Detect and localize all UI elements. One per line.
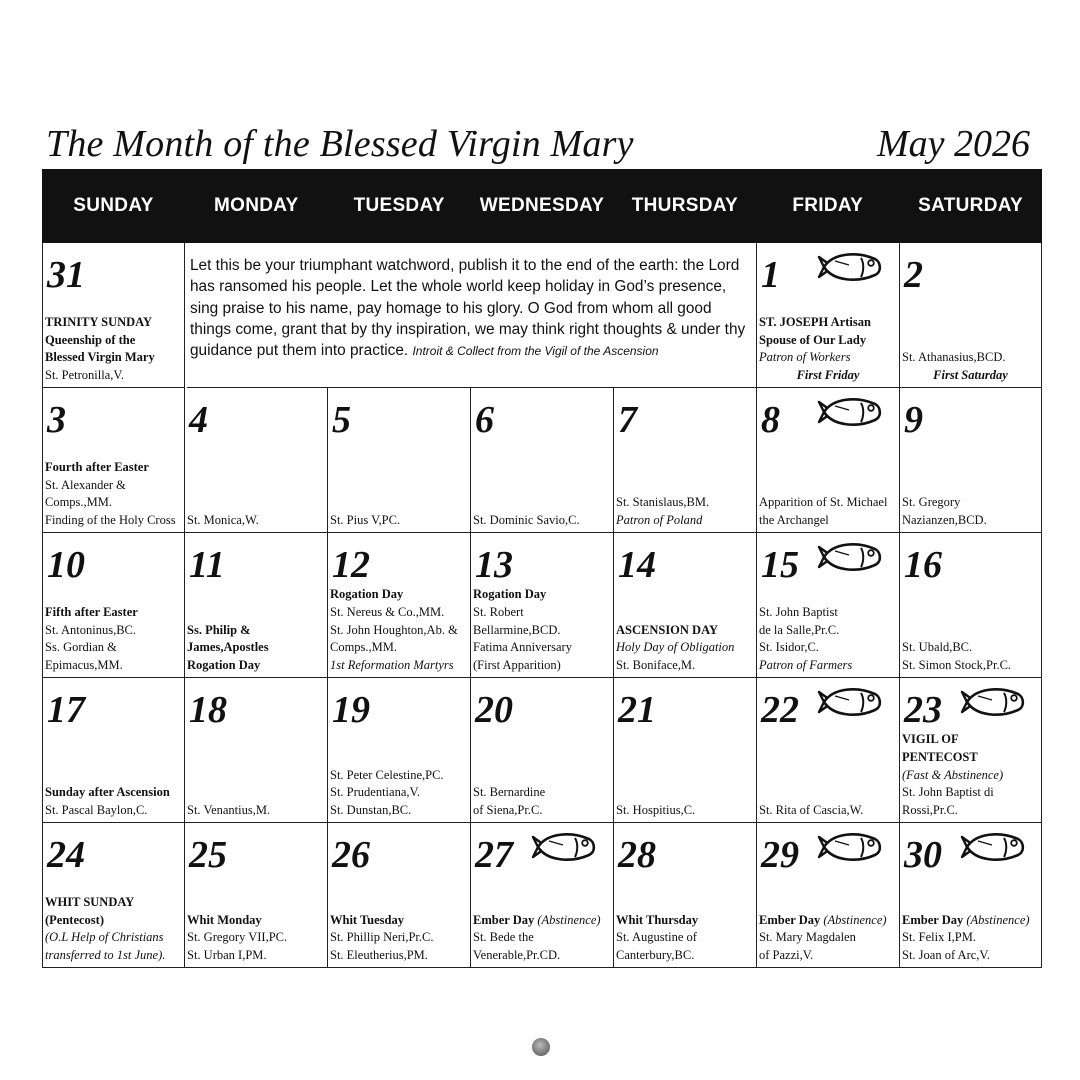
day-entry: WHIT SUNDAY bbox=[45, 894, 135, 909]
day-entry: the Archangel bbox=[759, 513, 829, 528]
weekday-friday: FRIDAY bbox=[792, 195, 864, 216]
day-entries bbox=[330, 912, 468, 965]
day-cell-11 bbox=[185, 533, 328, 678]
fish-icon bbox=[960, 684, 1026, 720]
day-entry: Comps.,MM. bbox=[330, 640, 398, 655]
day-cell-2 bbox=[900, 243, 1042, 388]
day-entry: St. Felix I,PM. bbox=[902, 930, 976, 945]
day-cell-10 bbox=[42, 533, 185, 678]
day-entry: St. Hospitius,C. bbox=[616, 803, 696, 818]
day-entry: St. John Houghton,Ab. & bbox=[330, 622, 458, 637]
day-cell-12 bbox=[328, 533, 471, 678]
day-cell-17 bbox=[42, 678, 185, 823]
day-number: 5 bbox=[332, 399, 351, 441]
day-entries bbox=[45, 459, 182, 530]
day-entries bbox=[473, 784, 611, 820]
day-entry: de la Salle,Pr.C. bbox=[759, 622, 840, 637]
day-entries bbox=[45, 894, 182, 965]
day-entry: Apparition of St. Michael bbox=[759, 495, 888, 510]
month-label: May 2026 bbox=[876, 123, 1030, 165]
day-entry: Finding of the Holy Cross bbox=[45, 513, 176, 528]
day-entry: James,Apostles bbox=[187, 640, 269, 655]
day-entry: 1st Reformation Martyrs bbox=[330, 658, 454, 673]
day-entry: Fatima Anniversary bbox=[473, 640, 572, 655]
day-entry: Blessed Virgin Mary bbox=[45, 350, 155, 365]
weekday-sunday: SUNDAY bbox=[73, 195, 154, 216]
day-number: 17 bbox=[47, 689, 85, 731]
day-entry: St. Pius V,PC. bbox=[330, 513, 401, 528]
day-entry: Rogation Day bbox=[330, 587, 404, 602]
day-entries bbox=[330, 512, 468, 530]
day-number: 2 bbox=[904, 254, 923, 296]
day-entry: Sunday after Ascension bbox=[45, 785, 170, 800]
day-cell-3 bbox=[42, 388, 185, 533]
day-entries bbox=[616, 912, 754, 965]
day-entries bbox=[616, 494, 754, 530]
day-entry: (First Apparition) bbox=[473, 658, 561, 673]
day-entry: First Saturday bbox=[933, 368, 1008, 383]
day-number: 25 bbox=[189, 834, 227, 876]
day-entry: of Pazzi,V. bbox=[759, 948, 814, 963]
weekday-monday: MONDAY bbox=[214, 195, 299, 216]
day-entry: St. Pascal Baylon,C. bbox=[45, 803, 148, 818]
day-entry: St. Isidor,C. bbox=[759, 640, 819, 655]
day-number: 18 bbox=[189, 689, 227, 731]
day-cell-19 bbox=[328, 678, 471, 823]
day-entry: Ember Day (Abstinence) bbox=[473, 912, 601, 927]
day-cell-8 bbox=[757, 388, 900, 533]
day-cell-24 bbox=[42, 823, 185, 968]
day-entry: St. Venantius,M. bbox=[187, 803, 271, 818]
day-cell-1 bbox=[757, 243, 900, 388]
day-entry: Ss. Philip & bbox=[187, 622, 251, 637]
day-entries bbox=[616, 622, 754, 675]
day-number: 4 bbox=[189, 399, 208, 441]
day-entries bbox=[902, 349, 1039, 385]
weekday-thursday: THURSDAY bbox=[631, 195, 738, 216]
day-number: 22 bbox=[761, 689, 799, 731]
day-entry: St. Joan of Arc,V. bbox=[902, 948, 990, 963]
day-number: 6 bbox=[475, 399, 494, 441]
calendar-title: The Month of the Blessed Virgin Mary bbox=[46, 123, 634, 165]
day-number: 30 bbox=[904, 834, 942, 876]
day-number: 29 bbox=[761, 834, 799, 876]
day-number: 9 bbox=[904, 399, 923, 441]
day-entry: Patron of Workers bbox=[759, 350, 851, 365]
day-cell-7 bbox=[614, 388, 757, 533]
day-entry: Comps.,MM. bbox=[45, 495, 113, 510]
day-number: 27 bbox=[475, 834, 513, 876]
day-cell-22 bbox=[757, 678, 900, 823]
day-entry: (O.L Help of Christians bbox=[45, 930, 164, 945]
day-cell-30 bbox=[900, 823, 1042, 968]
day-entries bbox=[759, 912, 897, 965]
day-cell-29 bbox=[757, 823, 900, 968]
day-entry: Canterbury,BC. bbox=[616, 948, 695, 963]
day-entries bbox=[759, 802, 897, 820]
day-number: 11 bbox=[189, 544, 225, 586]
day-number: 28 bbox=[618, 834, 656, 876]
day-cell-18 bbox=[185, 678, 328, 823]
day-number: 21 bbox=[618, 689, 656, 731]
day-entry: Fifth after Easter bbox=[45, 604, 138, 619]
day-entry: Nazianzen,BCD. bbox=[902, 513, 987, 528]
day-entry: St. Robert bbox=[473, 604, 524, 619]
day-entries bbox=[902, 731, 1039, 820]
day-entries bbox=[902, 639, 1039, 675]
day-entries bbox=[330, 767, 468, 820]
day-entries bbox=[473, 586, 611, 675]
day-cell-26 bbox=[328, 823, 471, 968]
day-entries bbox=[759, 604, 897, 675]
day-cell-15 bbox=[757, 533, 900, 678]
day-cell-21 bbox=[614, 678, 757, 823]
day-entry: Fourth after Easter bbox=[45, 459, 149, 474]
scripture-quote bbox=[187, 243, 757, 388]
day-cell-4 bbox=[185, 388, 328, 533]
day-number: 1 bbox=[761, 254, 780, 296]
fish-icon bbox=[817, 539, 883, 575]
day-entry: Queenship of the bbox=[45, 332, 136, 347]
day-entry: Whit Monday bbox=[187, 912, 262, 927]
day-entry: Rogation Day bbox=[473, 587, 547, 602]
quote-source: Introit & Collect from the Vigil of the Ascension bbox=[412, 344, 659, 359]
calendar-grid bbox=[42, 169, 1042, 973]
day-entries bbox=[902, 912, 1039, 965]
day-cell-6 bbox=[471, 388, 614, 533]
day-entry: VIGIL OF bbox=[902, 732, 959, 747]
day-entry: (Fast & Abstinence) bbox=[902, 767, 1004, 782]
day-entry: St. Antoninus,BC. bbox=[45, 622, 136, 637]
day-entries bbox=[473, 512, 611, 530]
day-entry: First Friday bbox=[796, 368, 860, 383]
day-entries bbox=[45, 314, 182, 385]
day-entry: St. Eleutherius,PM. bbox=[330, 948, 428, 963]
day-entry: St. Phillip Neri,Pr.C. bbox=[330, 930, 434, 945]
day-entries bbox=[473, 912, 611, 965]
fish-icon bbox=[817, 394, 883, 430]
weekday-header bbox=[42, 169, 1042, 243]
day-entry: St. Dunstan,BC. bbox=[330, 803, 412, 818]
day-entry: St. Stanislaus,BM. bbox=[616, 495, 710, 510]
day-cell-27 bbox=[471, 823, 614, 968]
day-entry: St. Bede the bbox=[473, 930, 534, 945]
day-entries bbox=[759, 314, 897, 385]
day-entry: St. Rita of Cascia,W. bbox=[759, 803, 864, 818]
day-cell-28 bbox=[614, 823, 757, 968]
day-entry: ASCENSION DAY bbox=[616, 622, 718, 637]
day-entries bbox=[759, 494, 897, 530]
day-entries bbox=[330, 586, 468, 675]
day-entries bbox=[616, 802, 754, 820]
day-cell-31 bbox=[42, 243, 185, 388]
day-entry: of Siena,Pr.C. bbox=[473, 803, 543, 818]
day-entry: Whit Thursday bbox=[616, 912, 699, 927]
day-entry: St. John Baptist bbox=[759, 604, 838, 619]
day-number: 24 bbox=[47, 834, 85, 876]
fish-icon bbox=[960, 829, 1026, 865]
day-number: 23 bbox=[904, 689, 942, 731]
day-cell-23 bbox=[900, 678, 1042, 823]
day-entry: Ember Day (Abstinence) bbox=[902, 912, 1030, 927]
day-entry: Holy Day of Obligation bbox=[616, 640, 735, 655]
day-entries bbox=[187, 622, 325, 675]
day-entries bbox=[187, 912, 325, 965]
fish-icon bbox=[817, 684, 883, 720]
day-entry: St. Bernardine bbox=[473, 785, 546, 800]
day-entry: Spouse of Our Lady bbox=[759, 332, 867, 347]
day-entries bbox=[187, 512, 325, 530]
day-entries bbox=[45, 604, 182, 675]
day-entry: St. John Baptist di bbox=[902, 785, 994, 800]
day-cell-20 bbox=[471, 678, 614, 823]
day-cell-5 bbox=[328, 388, 471, 533]
day-entry: Venerable,Pr.CD. bbox=[473, 948, 561, 963]
weekday-tuesday: TUESDAY bbox=[353, 195, 445, 216]
day-entries bbox=[45, 784, 182, 820]
day-entry: ST. JOSEPH Artisan bbox=[759, 314, 871, 329]
day-entries bbox=[902, 494, 1039, 530]
quote-text: Let this be your triumphant watchword, publish it to the end of the earth: the Lord has ransomed his people. Let the whole world keep holiday in God’s presence, sing praise to his name, pay homage to his glory. O God from whom all good things come, grant that by thy inspiration, we may think right thoughts & under thy guidance put them into practice. bbox=[190, 257, 746, 360]
day-number: 16 bbox=[904, 544, 942, 586]
day-entry: St. Simon Stock,Pr.C. bbox=[902, 658, 1012, 673]
day-entry: St. Urban I,PM. bbox=[187, 948, 267, 963]
weekday-wednesday: WEDNESDAY bbox=[479, 195, 605, 216]
day-entry: Patron of Farmers bbox=[759, 658, 853, 673]
day-entry: St. Prudentiana,V. bbox=[330, 785, 421, 800]
day-number: 14 bbox=[618, 544, 656, 586]
day-number: 26 bbox=[332, 834, 370, 876]
day-entry: St. Boniface,M. bbox=[616, 658, 696, 673]
day-entry: St. Peter Celestine,PC. bbox=[330, 767, 444, 782]
day-number: 8 bbox=[761, 399, 780, 441]
day-entry: St. Nereus & Co.,MM. bbox=[330, 604, 445, 619]
fish-icon bbox=[531, 829, 597, 865]
day-entry: PENTECOST bbox=[902, 749, 978, 764]
day-cell-13 bbox=[471, 533, 614, 678]
day-entry: TRINITY SUNDAY bbox=[45, 314, 153, 329]
day-number: 7 bbox=[618, 399, 637, 441]
day-number: 12 bbox=[332, 544, 370, 586]
day-entry: St. Mary Magdalen bbox=[759, 930, 856, 945]
day-entry: St. Ubald,BC. bbox=[902, 640, 973, 655]
day-number: 15 bbox=[761, 544, 799, 586]
day-entries bbox=[187, 802, 325, 820]
day-entry: St. Monica,W. bbox=[187, 513, 259, 528]
hanging-hole bbox=[532, 1038, 550, 1056]
day-entry: Ember Day (Abstinence) bbox=[759, 912, 887, 927]
fish-icon bbox=[817, 249, 883, 285]
day-entry: St. Alexander & bbox=[45, 477, 126, 492]
day-cell-14 bbox=[614, 533, 757, 678]
day-entry: St. Augustine of bbox=[616, 930, 697, 945]
day-number: 31 bbox=[47, 254, 85, 296]
day-cell-9 bbox=[900, 388, 1042, 533]
day-entry: St. Gregory VII,PC. bbox=[187, 930, 288, 945]
day-entry: Rossi,Pr.C. bbox=[902, 803, 958, 818]
day-entry: transferred to 1st June). bbox=[45, 948, 166, 963]
day-entry: (Pentecost) bbox=[45, 912, 104, 927]
day-entry: Rogation Day bbox=[187, 658, 261, 673]
day-cell-25 bbox=[185, 823, 328, 968]
day-entry: Whit Tuesday bbox=[330, 912, 404, 927]
day-entry: St. Gregory bbox=[902, 495, 961, 510]
day-entry: St. Dominic Savio,C. bbox=[473, 513, 580, 528]
day-number: 3 bbox=[47, 399, 66, 441]
day-number: 10 bbox=[47, 544, 85, 586]
day-entry: Ss. Gordian & bbox=[45, 640, 117, 655]
day-entry: Patron of Poland bbox=[616, 513, 703, 528]
day-entry: Bellarmine,BCD. bbox=[473, 622, 561, 637]
day-entry: St. Athanasius,BCD. bbox=[902, 350, 1006, 365]
weekday-saturday: SATURDAY bbox=[918, 195, 1023, 216]
day-number: 19 bbox=[332, 689, 370, 731]
day-entry: Epimacus,MM. bbox=[45, 658, 123, 673]
day-cell-16 bbox=[900, 533, 1042, 678]
fish-icon bbox=[817, 829, 883, 865]
day-number: 20 bbox=[475, 689, 513, 731]
day-number: 13 bbox=[475, 544, 513, 586]
day-entry: St. Petronilla,V. bbox=[45, 368, 124, 383]
